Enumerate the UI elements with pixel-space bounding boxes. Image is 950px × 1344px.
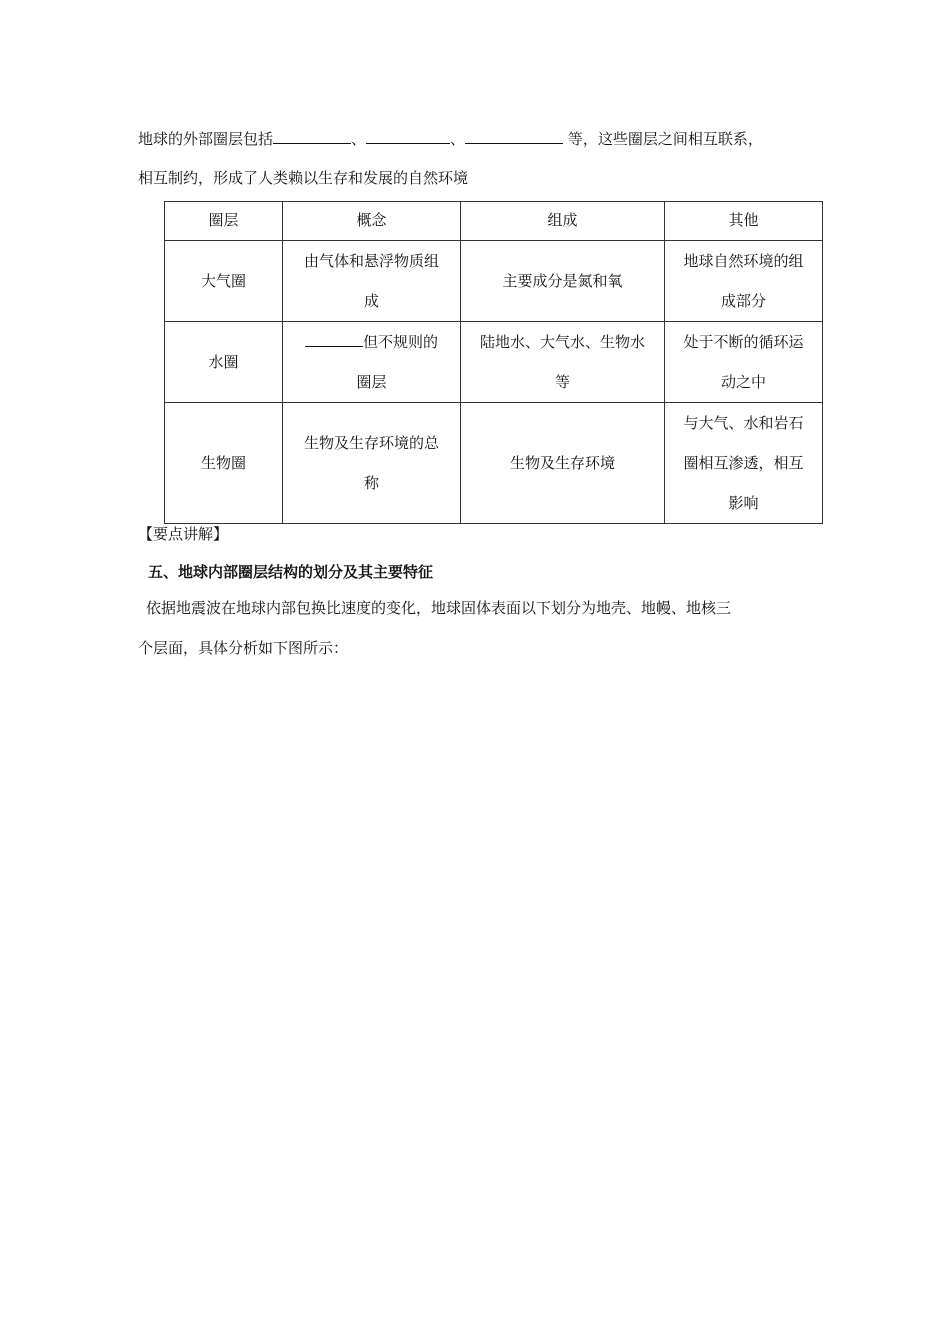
composition-line: 等 — [554, 373, 570, 391]
concept-line: 生物及生存环境的总 — [303, 434, 439, 452]
concept-line: 称 — [363, 474, 379, 492]
concept-line: 圈层 — [356, 373, 387, 391]
header-other: 其他 — [665, 202, 823, 241]
section-paragraph-line-1: 依据地震波在地球内部包换比速度的变化，地球固体表面以下划分为地壳、地幔、地核三 — [146, 599, 732, 617]
separator-1: 、 — [351, 130, 367, 148]
section-paragraph-line-2: 个层面，具体分析如下图所示： — [138, 639, 349, 657]
section-title: 五、地球内部圈层结构的划分及其主要特征 — [148, 563, 434, 581]
other-cell — [665, 241, 823, 322]
other-line: 圈相互渗透，相互 — [683, 454, 804, 472]
concept-line: 由气体和悬浮物质组 — [303, 252, 439, 270]
key-points-heading: 【要点讲解】 — [138, 525, 229, 543]
fill-blank-4[interactable] — [305, 331, 363, 347]
sphere-name: 大气圈 — [165, 241, 283, 322]
table-row — [165, 322, 823, 403]
header-sphere: 圈层 — [165, 202, 283, 241]
concept-line — [291, 322, 452, 362]
header-concept: 概念 — [283, 202, 461, 241]
table-header-row — [165, 202, 823, 241]
other-line: 处于不断的循环运 — [683, 333, 804, 351]
table-row — [165, 241, 823, 322]
composition-line: 陆地水、大气水、生物水 — [479, 333, 645, 351]
separator-2: 、 — [450, 130, 466, 148]
fill-blank-1[interactable] — [273, 128, 351, 144]
header-composition: 组成 — [461, 202, 665, 241]
other-line: 与大气、水和岩石 — [683, 414, 804, 432]
intro-text-1: 地球的外部圈层包括 — [138, 130, 274, 148]
intro-line-2: 相互制约，形成了人类赖以生存和发展的自然环境 — [138, 169, 469, 187]
other-line: 成部分 — [720, 292, 766, 310]
sphere-name: 生物圈 — [165, 403, 283, 524]
concept-cell — [283, 403, 461, 524]
composition-cell — [461, 322, 665, 403]
concept-line: 成 — [363, 292, 379, 310]
other-line: 动之中 — [720, 373, 766, 391]
composition-cell: 主要成分是氮和氧 — [461, 241, 665, 322]
other-cell — [665, 322, 823, 403]
sphere-name: 水圈 — [165, 322, 283, 403]
intro-text-2: 等，这些圈层之间相互联系， — [563, 130, 763, 148]
earth-spheres-table — [164, 201, 823, 524]
composition-cell: 生物及生存环境 — [461, 403, 665, 524]
other-line: 地球自然环境的组 — [683, 252, 804, 270]
intro-line-1 — [138, 128, 763, 149]
concept-text: 但不规则的 — [362, 333, 438, 351]
table-row — [165, 403, 823, 524]
other-line: 影响 — [728, 494, 759, 512]
fill-blank-2[interactable] — [366, 128, 450, 144]
fill-blank-3[interactable] — [465, 128, 563, 144]
concept-cell — [283, 322, 461, 403]
other-cell — [665, 403, 823, 524]
concept-cell — [283, 241, 461, 322]
